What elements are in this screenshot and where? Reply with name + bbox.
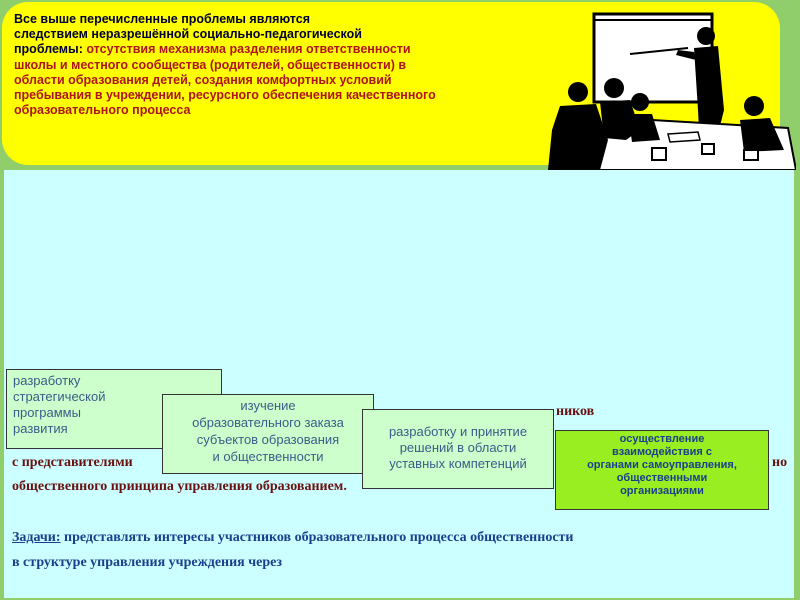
box-line: решений в области — [399, 440, 517, 455]
body-line-prefix: с представителями — [12, 455, 133, 470]
presentation-clipart-icon — [548, 10, 796, 170]
header-line: пребывания в учреждении, ресурсного обеспечения качественного — [14, 88, 436, 103]
header-line-label: проблемы: — [14, 42, 87, 57]
tasks-text: представлять интересы участников образовательного процесса общественности — [60, 530, 574, 545]
box-line: разработку — [13, 373, 81, 388]
box-line: и общественности — [212, 449, 324, 464]
box-line: разработку и принятие — [388, 424, 528, 439]
box-line: образовательного заказа — [192, 415, 344, 430]
box-line: общественными — [616, 472, 708, 484]
box-line: взаимодействия с — [611, 446, 712, 458]
box-line: субъектов образования — [196, 432, 340, 447]
box-line: осуществление — [619, 433, 705, 445]
header-line: школы и местного сообщества (родителей, общественности) в — [14, 57, 407, 72]
box-line: стратегической — [13, 389, 106, 404]
box-line: программы — [13, 405, 81, 420]
header-line: следствием неразрешённой социально-педагогической — [14, 27, 362, 42]
box-line: изучение — [240, 398, 296, 413]
tasks-line-2: в структуре управления учреждения через — [12, 555, 282, 570]
step-box-interaction — [555, 430, 769, 510]
header-line: образовательного процесса — [14, 103, 191, 118]
tasks-label: Задачи: — [12, 530, 61, 545]
step-box-decisions — [362, 409, 554, 489]
body-line: общественного принципа управления образованием. — [12, 479, 347, 494]
header-text — [14, 12, 554, 118]
body-partial-text: ников — [556, 404, 595, 419]
header-line: отсутствия механизма разделения ответственности — [86, 42, 411, 57]
tasks-line — [12, 530, 573, 546]
header-line: области образования детей, создания комфортных условий — [14, 72, 392, 87]
box-line: организациями — [620, 485, 704, 497]
header-line: Все выше перечисленные проблемы являются — [14, 12, 311, 26]
step-box-study — [162, 394, 374, 474]
box-line: развития — [13, 421, 68, 436]
box-line: уставных компетенций — [389, 456, 527, 471]
box-line: органами самоуправления, — [587, 459, 737, 471]
body-line-suffix: но — [772, 455, 788, 470]
